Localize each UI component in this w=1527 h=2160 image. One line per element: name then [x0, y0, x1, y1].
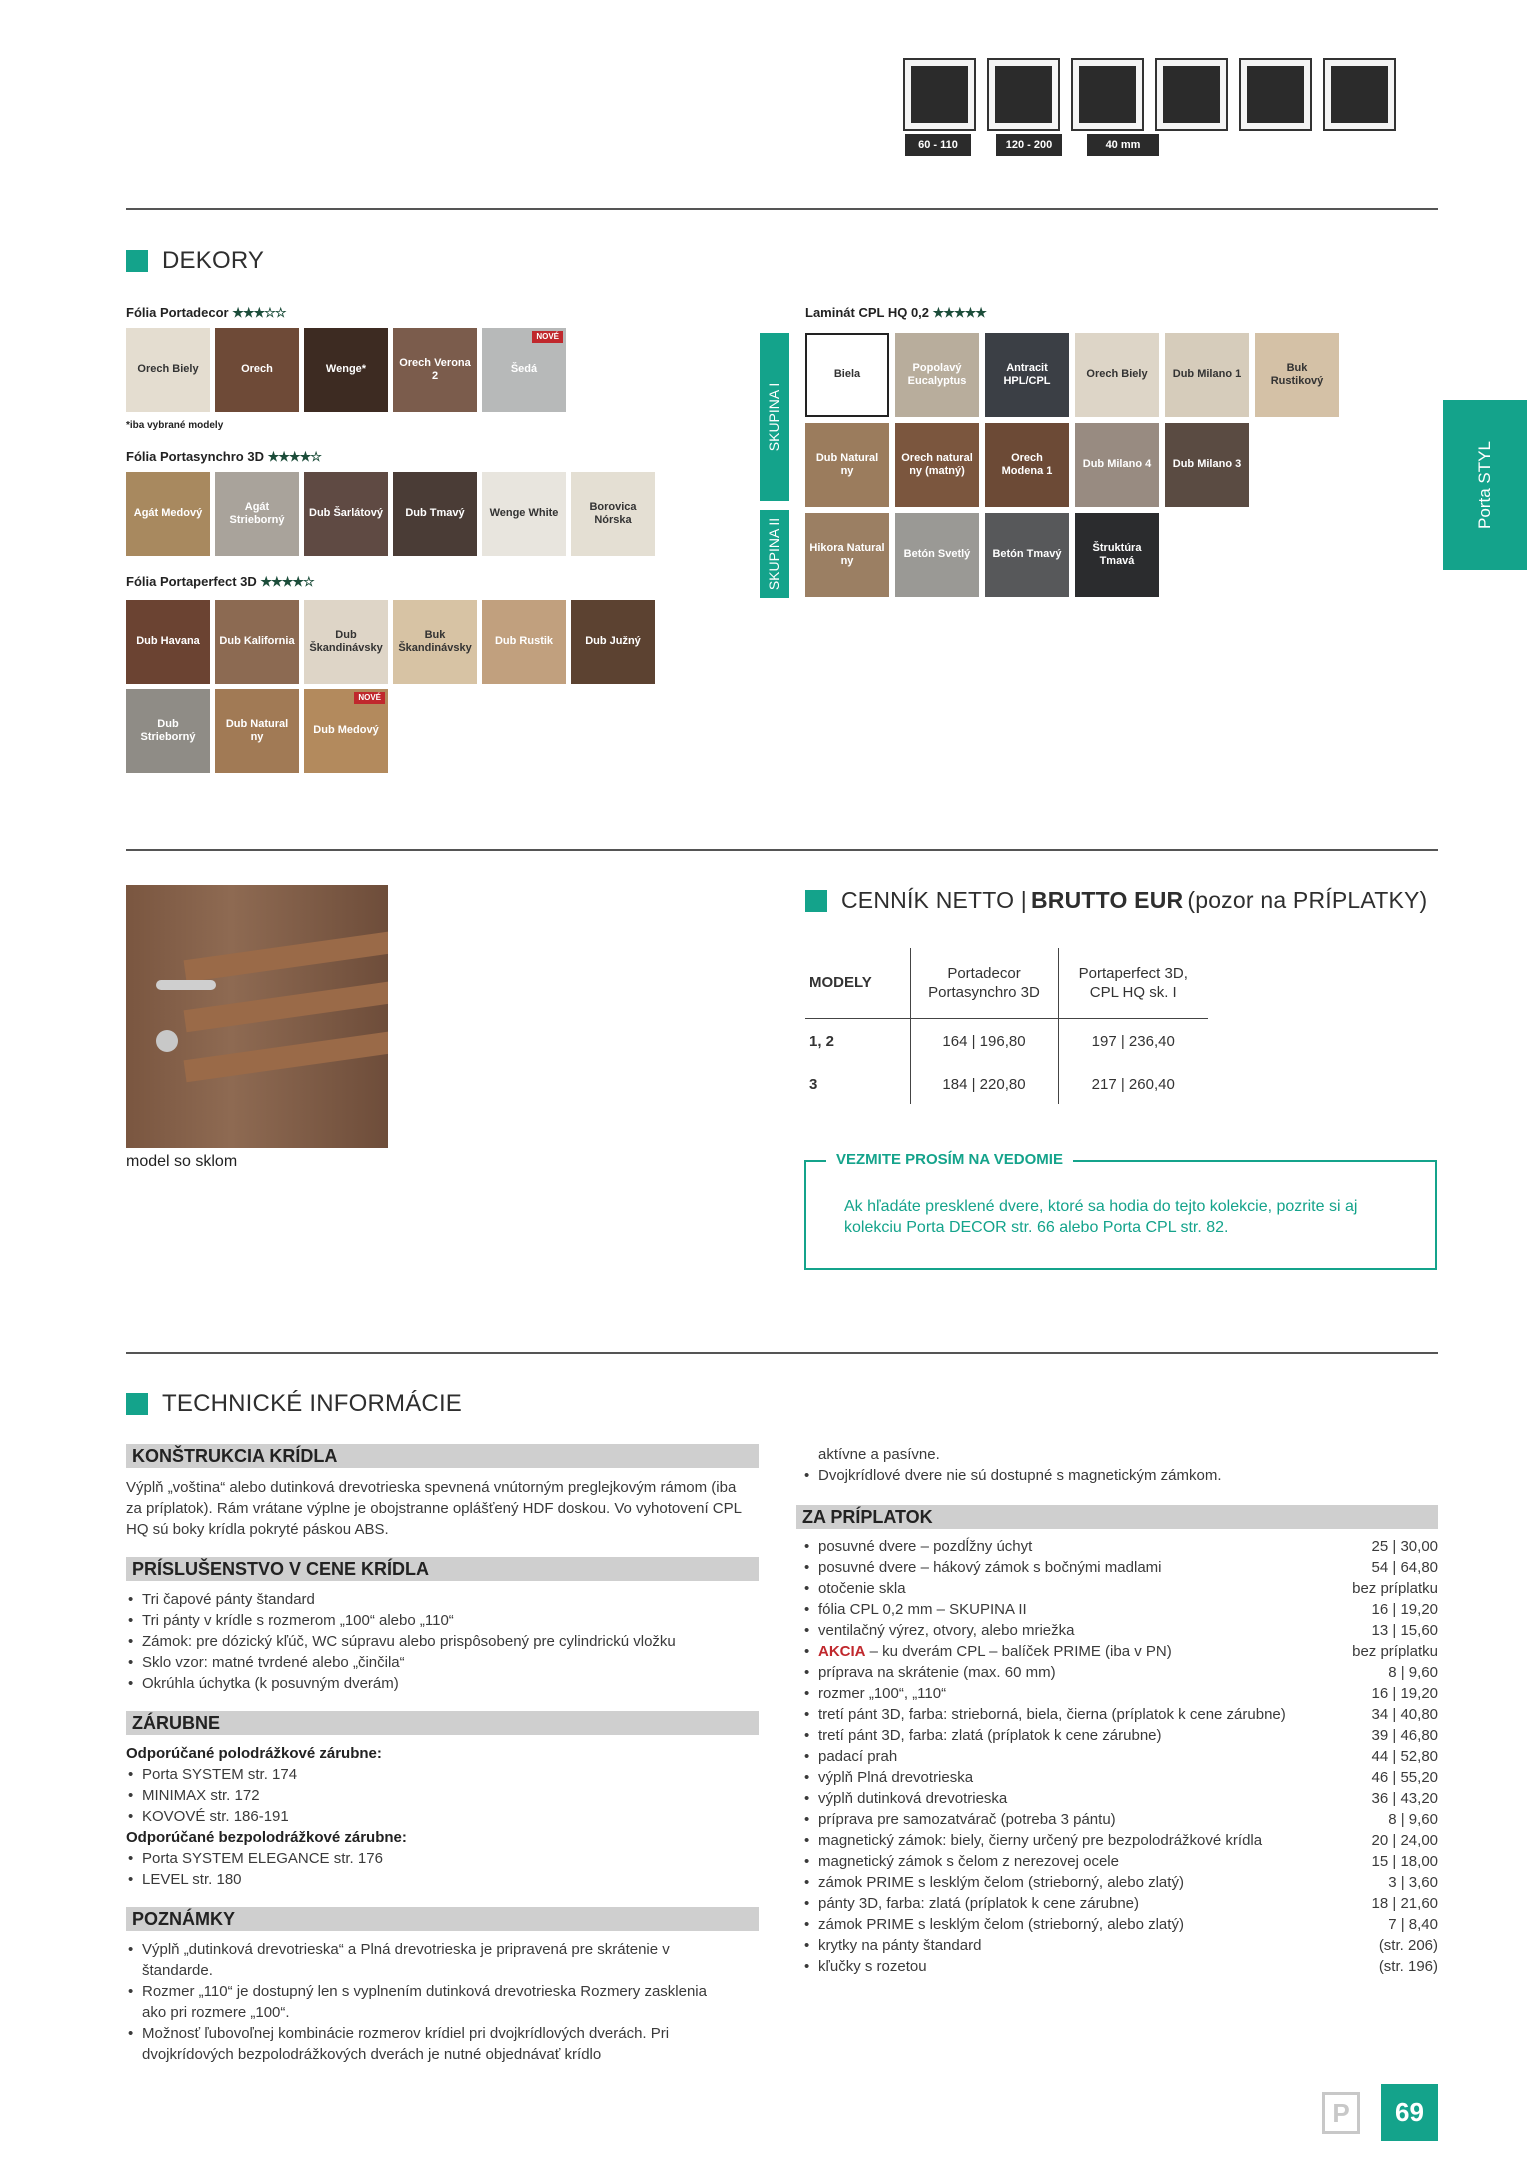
surcharge-name: [818, 1641, 1172, 1662]
surcharge-row: [802, 1683, 1438, 1704]
surcharge-price: 16 | 19,20: [1371, 1601, 1438, 1618]
surcharge-name: • výplň Plná drevotrieska: [818, 1769, 974, 1786]
surcharge-name: • rozmer „100“, „110“: [818, 1685, 947, 1702]
surcharge-name: • posuvné dvere – pozdĺžny úchyt: [818, 1538, 1033, 1555]
priplatok-heading: ZA PRÍPLATOK: [796, 1505, 1438, 1529]
decor-swatch: [1255, 333, 1339, 417]
swatch-label: Antracit HPL/CPL: [1003, 361, 1051, 387]
zarubne-block: [126, 1743, 756, 1890]
swatch-label: Orech Modena 1: [1001, 451, 1053, 477]
surcharge-row: [802, 1578, 1438, 1599]
swatch-label: Dub Milano 3: [1172, 458, 1242, 471]
continuation-line: aktívne a pasívne.: [818, 1446, 940, 1463]
surcharge-price: 16 | 19,20: [1371, 1685, 1438, 1702]
surcharge-row: [802, 1536, 1438, 1557]
swatch-label: Popolavý Eucalyptus: [907, 361, 967, 387]
cennik-heading: CENNÍK NETTO | BRUTTO EUR (pozor na PRÍPLATKY): [805, 887, 1427, 914]
swatch-label: Orech natural ny (matný): [901, 451, 973, 477]
surcharge-name: • padací prah: [818, 1748, 898, 1765]
surcharge-row: [802, 1788, 1438, 1809]
decor-swatch: [215, 328, 299, 412]
swatch-label: Dub Južný: [585, 635, 641, 648]
surcharge-price: 8 | 9,60: [1388, 1664, 1438, 1681]
surcharge-row: [802, 1599, 1438, 1620]
decor-swatch: [126, 600, 210, 684]
swatch-label: Dub Milano 4: [1082, 458, 1152, 471]
decor-swatch: [1165, 423, 1249, 507]
swatch-label: Betón Tmavý: [992, 548, 1062, 561]
surcharge-price: bez príplatku: [1352, 1643, 1438, 1660]
group-cpl: Laminát CPL HQ 0,2 ★★★★★: [805, 305, 986, 320]
list-item: • Tri čapové pánty štandard: [126, 1589, 766, 1610]
swatch-label: Buk Rustikový: [1270, 361, 1324, 387]
decor-swatch: [985, 333, 1069, 417]
poznamky-heading: POZNÁMKY: [126, 1907, 759, 1931]
surcharge-name: • výplň dutinková drevotrieska: [818, 1790, 1008, 1807]
surcharge-name: • zámok PRIME s lesklým čelom (strieborný, alebo zlatý): [818, 1916, 1184, 1933]
surcharge-price: 54 | 64,80: [1371, 1559, 1438, 1576]
rebated-door-icon: [1239, 58, 1312, 131]
list-item: • Rozmer „110“ je dostupný len s vyplnením dutinková drevotrieska Rozmery zasklenia ako pri rozmere „100“.: [126, 1981, 726, 2023]
surcharge-name: • pánty 3D, farba: zlatá (príplatok k cene zárubne): [818, 1895, 1140, 1912]
swatch-label: Hikora Natural ny: [809, 541, 885, 567]
surcharge-price: 36 | 43,20: [1371, 1790, 1438, 1807]
row-model: 3: [809, 1075, 818, 1093]
swatch-label: Dub Strieborný: [140, 717, 196, 743]
decor-swatch: [126, 328, 210, 412]
swatch-label: Dub Rustik: [494, 635, 554, 648]
list-item: • Zámok: pre dózický kľúč, WC súpravu alebo prispôsobený pre cylindrickú vložku: [126, 1631, 766, 1652]
swatch-label: Agát Medový: [133, 507, 203, 520]
surcharge-row: [802, 1893, 1438, 1914]
decor-swatch: [1075, 513, 1159, 597]
surcharge-name: • magnetický zámok s čelom z nerezovej ocele: [818, 1853, 1119, 1870]
surcharge-price: 34 | 40,80: [1371, 1706, 1438, 1723]
swatch-label: Dub Kalifornia: [219, 635, 295, 648]
surcharge-name: • fólia CPL 0,2 mm – SKUPINA II: [818, 1601, 1027, 1618]
col-header-models: MODELY: [809, 974, 872, 992]
swatch-label: Dub Škandinávsky: [309, 628, 383, 654]
surcharge-price: (str. 206): [1378, 1937, 1438, 1954]
thickness-tag: 40 mm: [1087, 134, 1159, 156]
surcharge-name: • tretí pánt 3D, farba: strieborná, biela, čierna (príplatok k cene zárubne): [818, 1706, 1286, 1723]
surcharge-row: [802, 1935, 1438, 1956]
swatch-label: Borovica Nórska: [589, 500, 637, 526]
decor-swatch: [895, 333, 979, 417]
swatch-label: Wenge*: [325, 363, 367, 376]
surcharge-name: • zámok PRIME s lesklým čelom (strieborný, alebo zlatý): [818, 1874, 1184, 1891]
surcharge-price: 13 | 15,60: [1371, 1622, 1438, 1639]
width-tag: 60 - 110: [905, 134, 971, 156]
surcharge-row: [802, 1641, 1438, 1662]
surcharge-row: [802, 1956, 1438, 1977]
skupina-2-label: SKUPINA II: [760, 510, 789, 598]
swatch-label: Orech Biely: [137, 363, 199, 376]
surcharge-name: • ventilačný výrez, otvory, alebo mriežka: [818, 1622, 1075, 1639]
decor-swatch: [126, 472, 210, 556]
double-width-tag: 120 - 200: [996, 134, 1062, 156]
photo-caption: model so sklom: [126, 1153, 238, 1170]
decor-swatch: [215, 472, 299, 556]
group-portasynchro: Fólia Portasynchro 3D ★★★★☆: [126, 449, 321, 464]
group-portaperfect: Fólia Portaperfect 3D ★★★★☆: [126, 574, 314, 589]
swatch-label: Biela: [833, 368, 861, 381]
price-cell: 184 | 220,80: [910, 1064, 1058, 1104]
decor-swatch: [895, 423, 979, 507]
reversible-door-icon: [1155, 58, 1228, 131]
surcharge-price: 8 | 9,60: [1388, 1811, 1438, 1828]
akcia-label: AKCIA: [818, 1643, 866, 1660]
skupina-1-label: SKUPINA I: [760, 333, 789, 501]
decor-swatch: [393, 328, 477, 412]
surcharge-name: • otočenie skla: [818, 1580, 906, 1597]
list-item: • Porta SYSTEM ELEGANCE str. 176: [126, 1848, 756, 1869]
notice-label: VEZMITE PROSÍM NA VEDOMIE: [826, 1151, 1073, 1168]
double-door-icon: [987, 58, 1060, 131]
decor-swatch: [895, 513, 979, 597]
swatch-label: Orech Biely: [1086, 368, 1148, 381]
surcharge-row: [802, 1620, 1438, 1641]
surcharge-price: 18 | 21,60: [1371, 1895, 1438, 1912]
new-badge: NOVÉ: [354, 692, 385, 704]
surcharge-row: [802, 1830, 1438, 1851]
swatch-label: Dub Medový: [313, 724, 379, 737]
decor-swatch: [304, 328, 388, 412]
prislusenstvo-list: [126, 1589, 766, 1694]
surcharge-row: [802, 1851, 1438, 1872]
door-width-icon: [903, 58, 976, 131]
price-cell: 217 | 260,40: [1058, 1064, 1208, 1104]
surcharge-name: • posuvné dvere – hákový zámok s bočnými madlami: [818, 1559, 1162, 1576]
swatch-label: Šedá: [510, 363, 538, 376]
divider: [126, 1352, 1438, 1354]
door-thickness-icon: [1071, 58, 1144, 131]
surcharge-price: 39 | 46,80: [1371, 1727, 1438, 1744]
zarubne-sub1: Odporúčané polodrážkové zárubne:: [126, 1745, 382, 1762]
list-item: • MINIMAX str. 172: [126, 1785, 756, 1806]
list-item: • Dvojkrídlové dvere nie sú dostupné s magnetickým zámkom.: [802, 1465, 1442, 1486]
konstrukcia-heading: KONŠTRUKCIA KRÍDLA: [126, 1444, 759, 1468]
surcharge-row: [802, 1725, 1438, 1746]
door-photo: [126, 885, 388, 1148]
price-cell: 164 | 196,80: [910, 1018, 1058, 1064]
notice-text: Ak hľadáte presklené dvere, ktoré sa hodia do tejto kolekcie, pozrite si aj kolekciu Porta DECOR str. 66 alebo Porta CPL str. 82.: [844, 1198, 1358, 1236]
swatch-label: Orech Verona 2: [399, 356, 471, 382]
decor-swatch: [805, 333, 889, 417]
list-item: • LEVEL str. 180: [126, 1869, 756, 1890]
decor-swatch: [126, 689, 210, 773]
decor-swatch: [482, 600, 566, 684]
surcharge-row: [802, 1662, 1438, 1683]
decor-swatch: [482, 472, 566, 556]
list-item: • Možnosť ľubovoľnej kombinácie rozmerov krídiel pri dvojkrídlových dverách. Pri dvojkrídových bezpolodrážkových dverách je nutné objednávať krídlo: [126, 2023, 726, 2065]
swatch-label: Štruktúra Tmavá: [1092, 541, 1142, 567]
surcharge-price: (str. 196): [1378, 1958, 1438, 1975]
decor-swatch: [393, 600, 477, 684]
surcharge-price: 3 | 3,60: [1388, 1874, 1438, 1891]
decor-swatch: [805, 423, 889, 507]
surcharge-price: 7 | 8,40: [1388, 1916, 1438, 1933]
surcharge-price: 46 | 55,20: [1371, 1769, 1438, 1786]
decor-swatch: [985, 423, 1069, 507]
side-tab: Porta STYL: [1443, 400, 1527, 570]
list-item: • KOVOVÉ str. 186-191: [126, 1806, 756, 1827]
dimension-icons: [903, 58, 1396, 131]
surcharge-name: • tretí pánt 3D, farba: zlatá (príplatok k cene zárubne): [818, 1727, 1162, 1744]
row-model: 1, 2: [809, 1032, 835, 1050]
surcharge-row: [802, 1914, 1438, 1935]
decor-swatch: [985, 513, 1069, 597]
surcharge-price: 20 | 24,00: [1371, 1832, 1438, 1849]
wenge-note: *iba vybrané modely: [126, 420, 224, 431]
decor-swatch: [571, 472, 655, 556]
list-item: • Porta SYSTEM str. 174: [126, 1764, 756, 1785]
decor-swatch: [482, 328, 566, 412]
swatch-label: Wenge White: [489, 507, 559, 520]
price-table: [805, 948, 1208, 1104]
swatch-label: Dub Natural ny: [225, 717, 289, 743]
surcharge-name: • príprava na skrátenie (max. 60 mm): [818, 1664, 1056, 1681]
page-number: 69: [1381, 2084, 1438, 2141]
surcharge-name: • krytky na pánty štandard: [818, 1937, 982, 1954]
surcharge-price: 15 | 18,00: [1371, 1853, 1438, 1870]
swatch-label: Dub Šarlátový: [309, 507, 383, 520]
continuation-list: [802, 1465, 1442, 1486]
surcharge-row: [802, 1557, 1438, 1578]
dekory-heading: DEKORY: [126, 247, 264, 275]
swatch-label: Orech: [241, 363, 273, 376]
surcharge-name-text: – ku dverám CPL – balíček PRIME (iba v PN): [865, 1643, 1172, 1660]
tech-heading: TECHNICKÉ INFORMÁCIE: [126, 1390, 462, 1418]
surcharge-price: 44 | 52,80: [1371, 1748, 1438, 1765]
decor-swatch: [304, 472, 388, 556]
decor-swatch: [805, 513, 889, 597]
surcharge-row: [802, 1704, 1438, 1725]
decor-swatch: [571, 600, 655, 684]
surcharge-name: • kľučky s rozetou: [818, 1958, 927, 1975]
surcharge-name: • magnetický zámok: biely, čierny určený pre bezpolodrážkové krídla: [818, 1832, 1263, 1849]
swatch-label: Buk Škandinávsky: [398, 628, 472, 654]
list-item: • Okrúhla úchytka (k posuvným dverám): [126, 1673, 766, 1694]
decor-swatch: [1075, 333, 1159, 417]
decor-swatch: [215, 600, 299, 684]
swatch-label: Dub Natural ny: [815, 451, 879, 477]
decor-swatch: [393, 472, 477, 556]
swatch-label: Agát Strieborný: [229, 500, 285, 526]
decor-swatch: [1165, 333, 1249, 417]
priplatok-list: [802, 1536, 1438, 1977]
zarubne-heading: ZÁRUBNE: [126, 1711, 759, 1735]
surcharge-row: [802, 1809, 1438, 1830]
prislusenstvo-heading: PRÍSLUŠENSTVO V CENE KRÍDLA: [126, 1557, 759, 1581]
decor-swatch: [215, 689, 299, 773]
swatch-label: Dub Havana: [136, 635, 200, 648]
surcharge-row: [802, 1767, 1438, 1788]
swatch-label: Dub Tmavý: [405, 507, 465, 520]
divider: [126, 208, 1438, 210]
flush-door-icon: [1323, 58, 1396, 131]
divider: [126, 849, 1438, 851]
list-item: • Výplň „dutinková drevotrieska“ a Plná drevotrieska je pripravená pre skrátenie v štandarde.: [126, 1939, 726, 1981]
porta-logo: P: [1322, 2092, 1360, 2134]
col-header-1: Portadecor Portasynchro 3D: [910, 948, 1058, 1018]
price-cell: 197 | 236,40: [1058, 1018, 1208, 1064]
poznamky-list: [126, 1939, 726, 2065]
list-item: • Sklo vzor: matné tvrdené alebo „činčila“: [126, 1652, 766, 1673]
group-portadecor: Fólia Portadecor ★★★☆☆: [126, 305, 286, 320]
konstrukcia-text: Výplň „voština“ alebo dutinková drevotrieska spevnená vnútorným preglejkovým rámom (iba za príplatok). Rám vrátane výplne je obojstranne oplášťený HDF doskou. Vo vyhotovení CPL HQ sú boky krídla pokryté páskou ABS.: [126, 1479, 742, 1538]
list-item: • Tri pánty v krídle s rozmerom „100“ alebo „110“: [126, 1610, 766, 1631]
decor-swatch: [304, 600, 388, 684]
zarubne-sub2: Odporúčané bezpolodrážkové zárubne:: [126, 1829, 407, 1846]
decor-swatch: [304, 689, 388, 773]
notice-box: [804, 1151, 1437, 1270]
surcharge-row: [802, 1872, 1438, 1893]
surcharge-price: bez príplatku: [1352, 1580, 1438, 1597]
col-header-2: Portaperfect 3D, CPL HQ sk. I: [1058, 948, 1208, 1018]
surcharge-row: [802, 1746, 1438, 1767]
surcharge-price: 25 | 30,00: [1371, 1538, 1438, 1555]
swatch-label: Betón Svetlý: [903, 548, 971, 561]
new-badge: NOVÉ: [532, 331, 563, 343]
surcharge-name: • príprava pre samozatvárač (potreba 3 pántu): [818, 1811, 1116, 1828]
decor-swatch: [1075, 423, 1159, 507]
swatch-label: Dub Milano 1: [1172, 368, 1242, 381]
